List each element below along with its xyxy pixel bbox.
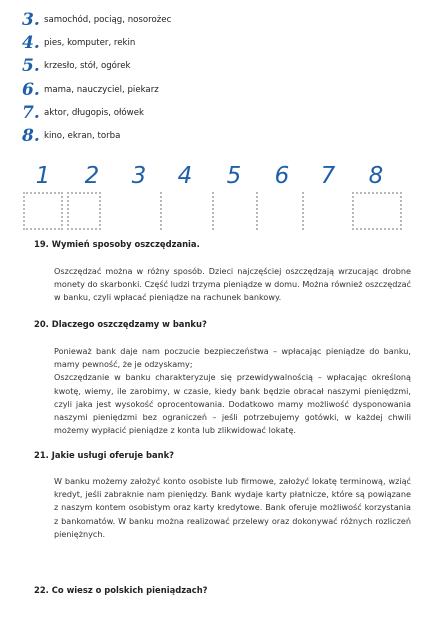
question-20: 20. Dlaczego oszczędzamy w banku? bbox=[34, 319, 207, 329]
list-item bbox=[22, 78, 422, 101]
item-number: 5. bbox=[22, 56, 40, 77]
list-item bbox=[22, 8, 422, 31]
answer-box-edge bbox=[256, 192, 258, 230]
item-number: 4. bbox=[22, 32, 40, 53]
item-number: 3. bbox=[22, 9, 40, 30]
list-item bbox=[22, 55, 422, 78]
question-22: 22. Co wiesz o polskich pieniądzach? bbox=[34, 585, 208, 595]
numbered-answer-list bbox=[22, 8, 422, 148]
answer-21 bbox=[54, 475, 411, 541]
digit-label: 4 bbox=[177, 163, 193, 189]
digit-label: 1 bbox=[35, 163, 51, 189]
question-21: 21. Jakie usługi oferuje bank? bbox=[34, 450, 175, 460]
digit-label: 5 bbox=[226, 163, 242, 189]
answer-box bbox=[352, 192, 402, 230]
digit-label: 6 bbox=[274, 163, 290, 189]
answer-paragraph: Oszczędzanie w banku charakteryzuje się przewidywalnością – wpłacając określoną kwotę, wiemy, ile zarobimy, w czasie, kiedy bank będzie obracał naszymi pieniędzmi, czyli jaka jest wysokość oprocentowania. Dodatkowo mamy możliwość dysponowania naszymi pieniędzmi bez ograniczeń – jeśli potrzebujemy gotówki, w każdej chwili możemy wypłacić pieniądze z konta lub zlikwidować lokatę. bbox=[54, 372, 411, 436]
digit-label: 7 bbox=[320, 163, 336, 189]
item-text: kino, ekran, torba bbox=[44, 131, 121, 142]
list-item bbox=[22, 101, 422, 124]
list-item bbox=[22, 31, 422, 54]
digit-label: 2 bbox=[84, 163, 100, 189]
answer-box bbox=[23, 192, 63, 230]
dotted-answer-boxes bbox=[0, 192, 436, 232]
answer-box bbox=[67, 192, 101, 230]
item-text: aktor, długopis, ołówek bbox=[44, 107, 144, 118]
digit-row bbox=[0, 163, 436, 189]
item-number: 8. bbox=[22, 126, 40, 147]
item-text: mama, nauczyciel, piekarz bbox=[44, 84, 159, 95]
answer-paragraph: Oszczędzać można w różny sposób. Dzieci najczęściej oszczędzają wrzucając drobne monety do skarbonki. Część ludzi trzyma pieniądze w domu. Można również oszczędzać w banku, czyli wpłacać pieniądze na rachunek bankowy. bbox=[54, 266, 411, 303]
answer-paragraph: W banku możemy założyć konto osobiste lub firmowe, założyć lokatę terminową, wziąć kredyt, jeśli zabraknie nam pieniędzy. Bank wydaje karty płatnicze, które są powiązane z naszym kontem osobistym oraz karty kredytowe. Bank oferuje możliwość korzystania z bankomatów. W banku można realizować przelewy oraz dokonywać różnych rozliczeń pieniężnych. bbox=[54, 476, 411, 539]
answer-19 bbox=[54, 265, 411, 305]
item-number: 7. bbox=[22, 102, 40, 123]
answer-box-edge bbox=[160, 192, 162, 230]
answer-20 bbox=[54, 345, 411, 437]
digit-label: 8 bbox=[368, 163, 384, 189]
answer-paragraph: Ponieważ bank daje nam poczucie bezpieczeństwa – wpłacając pieniądze do banku, mamy pewność, że je odzyskamy; bbox=[54, 346, 411, 370]
digit-label: 3 bbox=[131, 163, 147, 189]
question-19: 19. Wymień sposoby oszczędzania. bbox=[34, 239, 200, 249]
item-text: pies, komputer, rekin bbox=[44, 37, 136, 48]
item-text: samochód, pociąg, nosorożec bbox=[44, 14, 172, 25]
answer-box-edge bbox=[212, 192, 214, 230]
list-item bbox=[22, 124, 422, 147]
item-number: 6. bbox=[22, 79, 40, 100]
answer-box-edge bbox=[302, 192, 304, 230]
item-text: krzesło, stół, ogórek bbox=[44, 61, 131, 72]
